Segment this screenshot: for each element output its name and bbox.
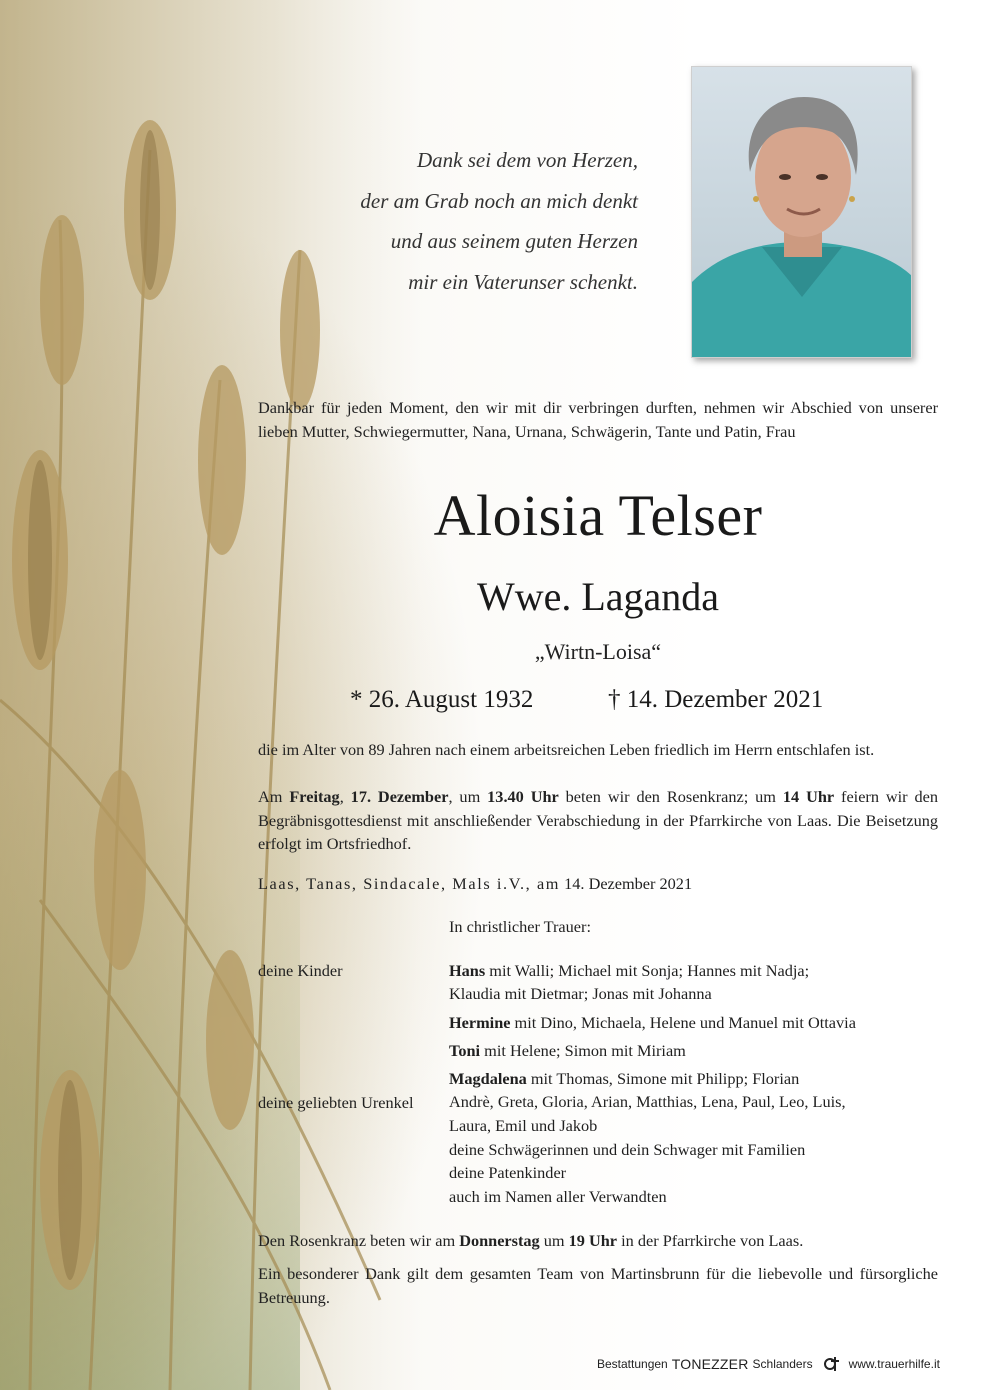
quote-line: und aus seinem guten Herzen	[390, 229, 638, 253]
text-segment: , um	[448, 787, 488, 806]
trauerhilfe-logo-icon	[821, 1355, 843, 1373]
rosary-hour: 19 Uhr	[568, 1231, 618, 1250]
deceased-name: Aloisia Telser	[433, 483, 763, 548]
text-segment: ,	[339, 787, 351, 806]
mourner-name: Magdalena	[449, 1069, 527, 1088]
footer-prefix: Bestattungen	[597, 1357, 668, 1371]
other-mourners	[449, 1138, 949, 1208]
funeral-details-text	[258, 785, 938, 856]
death-date: † 14. Dezember 2021	[608, 686, 824, 713]
text-segment: Den Rosenkranz beten wir am	[258, 1231, 460, 1250]
mourner-name: Hans	[449, 961, 486, 980]
mourner-name: Hermine	[449, 1013, 511, 1032]
intro-text: Dankbar für jeden Moment, den wir mit dir verbringen durften, nehmen wir Abschied von unserer lieben Mutter, Schwiegermutter, Nana, Urnana, Schwägerin, Tante und Patin, Frau	[258, 398, 938, 441]
mourner-line: deine Patenkinder	[449, 1163, 567, 1183]
mourner-name: Toni	[449, 1041, 481, 1060]
text-segment: beten wir den Rosenkranz; um	[558, 787, 783, 806]
portrait-photo	[691, 66, 912, 358]
birth-date: * 26. August 1932	[350, 686, 534, 713]
rosary-day: Donnerstag	[459, 1231, 540, 1250]
mourner-hans	[449, 959, 949, 1006]
nickname: „Wirtn-Loisa“	[534, 639, 662, 664]
widow-name: Wwe. Laganda	[476, 574, 720, 619]
mourner-magdalena	[449, 1067, 949, 1137]
mourner-family: mit Helene; Simon mit Miriam	[480, 1041, 686, 1060]
footer-location: Schlanders	[752, 1357, 813, 1371]
quote-line: mir ein Vaterunser schenkt.	[408, 269, 638, 294]
memorial-quote	[300, 140, 638, 302]
places: Laas, Tanas, Sindacale, Mals i.V., am	[258, 874, 561, 893]
label-children: deine Kinder	[258, 961, 343, 980]
text-segment: um	[539, 1231, 569, 1250]
mourner-line: deine Schwägerinnen und dein Schwager mit Familien	[449, 1140, 806, 1159]
mourning-heading: In christlicher Trauer:	[449, 917, 591, 936]
quote-line: der am Grab noch an mich denkt	[360, 188, 638, 213]
mourner-family: Klaudia mit Dietmar; Jonas mit Johanna	[449, 984, 712, 1004]
place-and-date	[258, 872, 938, 895]
quote-line: Dank sei dem von Herzen,	[416, 148, 638, 172]
great-grandchildren-list: Laura, Emil und Jakob	[449, 1115, 598, 1135]
rosary-time: 13.40 Uhr	[487, 787, 559, 806]
rosary-notice	[258, 1229, 938, 1253]
mourner-line: auch im Namen aller Verwandten	[449, 1186, 667, 1206]
mourner-toni	[449, 1039, 949, 1062]
footer-website-link[interactable]: www.trauerhilfe.it	[848, 1357, 940, 1371]
mourner-family: mit Dino, Michaela, Helene und Manuel mit Ottavia	[510, 1013, 856, 1032]
mourner-family: mit Thomas, Simone mit Philipp; Florian	[526, 1069, 800, 1088]
notice-date: 14. Dezember 2021	[560, 874, 693, 893]
funeral-date: 17. Dezember	[350, 787, 449, 806]
mourner-hermine	[449, 1011, 949, 1034]
life-dates	[258, 683, 938, 717]
funeral-day: Freitag	[289, 787, 340, 806]
text-segment: in der Pfarrkirche von Laas.	[617, 1231, 804, 1250]
text-segment: feiern wir den Begräbnisgottesdienst mit anschließender Verabschiedung in der Pfarrkirche von Laas. Die Beisetzung erfolgt im Ortsfriedhof.	[258, 787, 939, 853]
death-notice-text: die im Alter von 89 Jahren nach einem arbeitsreichen Leben friedlich im Herrn entschlafen ist.	[258, 740, 875, 759]
funeral-home-brand: TONEZZER	[671, 1356, 749, 1372]
mourner-family: mit Walli; Michael mit Sonja; Hannes mit Nadja;	[485, 961, 810, 980]
footer	[597, 1354, 940, 1374]
great-grandchildren-list: Andrè, Greta, Gloria, Arian, Matthias, Lena, Paul, Leo, Luis,	[449, 1092, 846, 1112]
service-time: 14 Uhr	[782, 787, 835, 806]
thanks-text: Ein besonderer Dank gilt dem gesamten Team von Martinsbrunn für die liebevolle und fürsorgliche Betreuung.	[258, 1264, 938, 1307]
text-segment: Am	[258, 787, 290, 806]
label-great-grandchildren: deine geliebten Urenkel	[258, 1093, 414, 1112]
